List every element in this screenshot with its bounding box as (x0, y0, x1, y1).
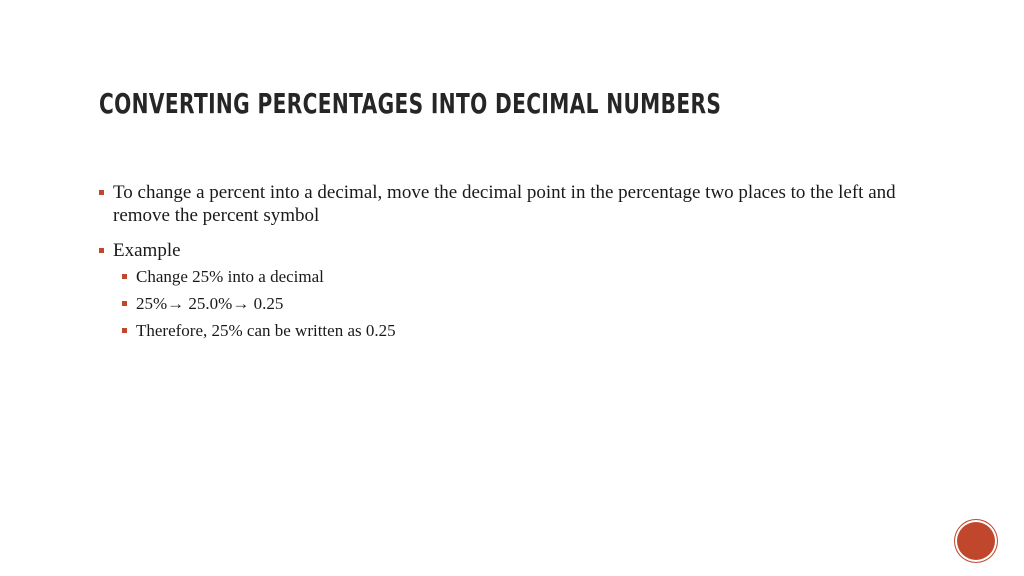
square-bullet-icon (122, 328, 127, 333)
square-bullet-icon (99, 190, 104, 195)
sub-bullet-item (113, 293, 929, 314)
sub-bullet-text: Therefore, 25% can be written as 0.25 (136, 321, 396, 340)
sub-bullet-item (113, 320, 929, 341)
sub-bullet-list (113, 266, 929, 341)
sub-bullet-item (113, 266, 929, 287)
bullet-text: To change a percent into a decimal, move the decimal point in the percentage two places to the left and remove the percent symbol (113, 182, 896, 226)
slide-content (99, 181, 929, 353)
square-bullet-icon (99, 248, 104, 253)
bullet-list (99, 181, 929, 341)
slide-corner-badge (957, 522, 995, 560)
bullet-text: Example (113, 240, 181, 261)
bullet-item (99, 239, 929, 341)
sub-bullet-text: Change 25% into a decimal (136, 267, 324, 286)
slide-title: CONVERTING PERCENTAGES INTO DECIMAL NUMBERS (99, 87, 722, 120)
sub-bullet-text: 25%→ 25.0%→ 0.25 (136, 294, 284, 313)
square-bullet-icon (122, 274, 127, 279)
bullet-item (99, 181, 929, 227)
square-bullet-icon (122, 301, 127, 306)
